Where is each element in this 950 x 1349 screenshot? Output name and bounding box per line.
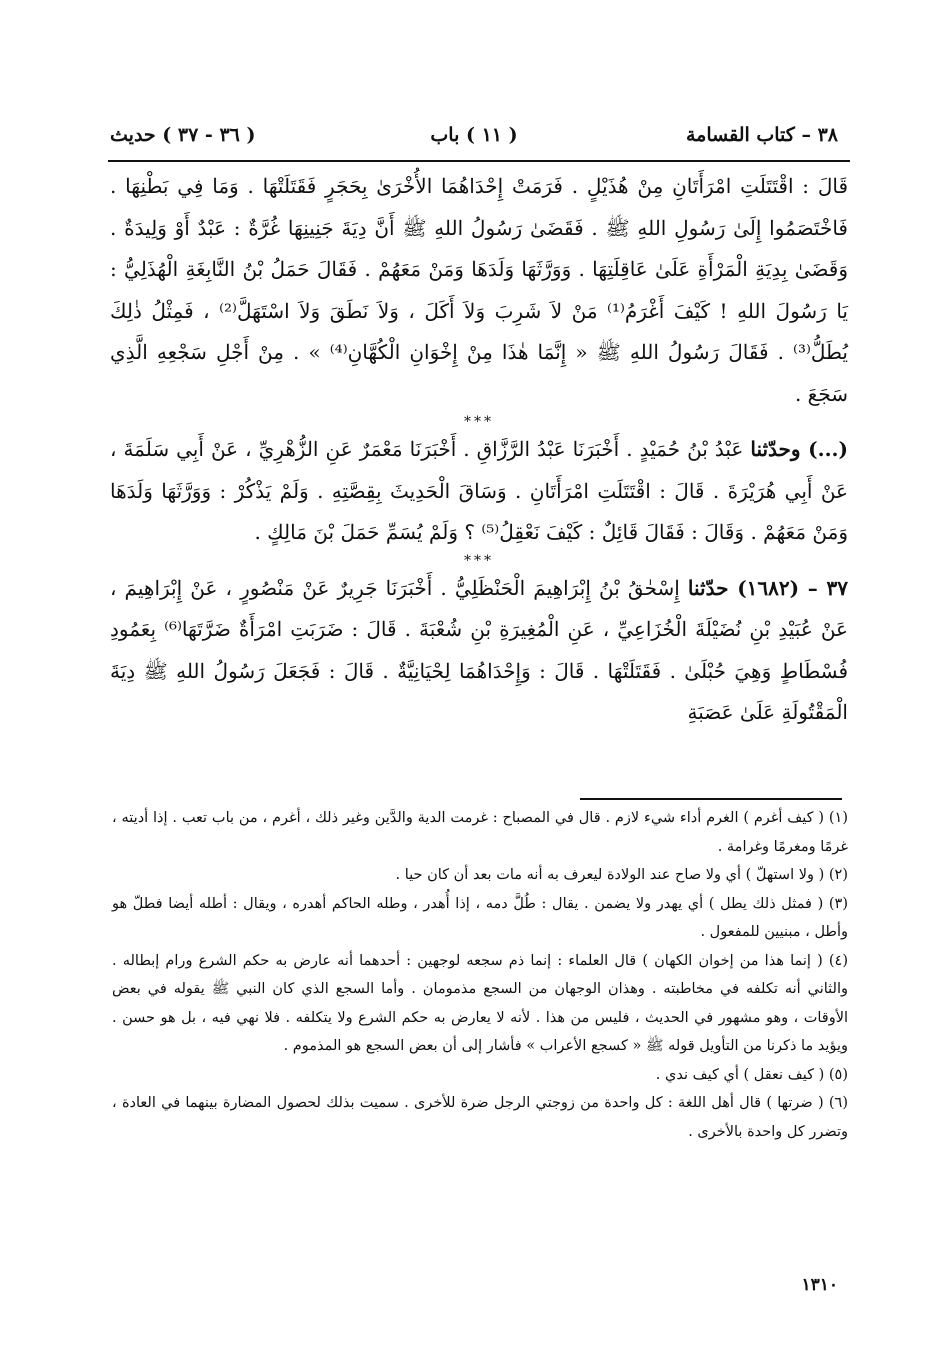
footnote-5: (٥) ( كيف نعقل ) أي كيف ندي . <box>655 1066 848 1083</box>
book-title: ٣٨ – كتاب القسامة <box>685 124 838 146</box>
chapter-label: ( ١١ ) باب <box>430 124 518 146</box>
hadith-paragraph-1: قَالَ : اقْتَتَلَتِ امْرَأَتَانِ مِنْ هُذَيْلٍ . فَرَمَتْ إِحْدَاهُمَا الأُخْرَىٰ بِحَجَرٍ فَقَتَلَتْهَا . وَمَا فِي بَطْنِهَا . فَاخْتَصَمُوا إِلَىٰ رَسُولِ اللهِ ﷺ . فَقَضَىٰ رَسُولُ اللهِ ﷺ أَنَّ دِيَةَ جَنِينِهَا غُرَّةٌ : عَبْدٌ أَوْ وَلِيدَةٌ . وَقَضَىٰ بِدِيَةِ الْمَرْأَةِ عَلَىٰ عَاقِلَتِهَا . وَوَرَّثَهَا وَلَدَهَا وَمَنْ مَعَهُمْ . فَقَالَ حَمَلُ بْنُ النَّابِغَةِ الْهُذَلِيُّ : يَا رَسُولَ اللهِ ! كَيْفَ أَغْرَمُ⁽¹⁾ مَنْ لاَ شَرِبَ وَلاَ أَكَلَ ، وَلاَ نَطَقَ وَلاَ اسْتَهَلَّ⁽²⁾ ، فَمِثْلُ ذٰلِكَ يُطَلُّ⁽³⁾ . فَقَالَ رَسُولُ اللهِ ﷺ « إِنَّمَا هٰذَا مِنْ إِخْوَانِ الْكُهَّانِ⁽⁴⁾ » . مِنْ أَجْلِ سَجْعِهِ الَّذِي سَجَعَ . <box>110 174 848 406</box>
section-separator: *** <box>464 552 494 569</box>
hadith-paragraph-3 <box>110 568 848 734</box>
footnotes <box>112 804 848 1146</box>
narration-lead: (...) وحدّثنا <box>750 437 848 461</box>
narration-lead: حدّثنا <box>687 575 738 600</box>
footnote-divider <box>580 798 842 800</box>
running-header <box>110 124 838 156</box>
main-text <box>110 166 848 734</box>
footnote-2: (٢) ( ولا استهلّ ) أي ولا صاح عند الولادة ليعرف به أنه مات بعد أن كان حيا . <box>395 867 848 883</box>
section-separator: *** <box>464 414 494 430</box>
footnote-3: (٣) ( فمثل ذلك يطل ) أي يهدر ولا يضمن . يقال : طُلَّ دمه ، إذا أُهدر ، وطله الحاكم أهدره ، ويقال : أطله أيضا فطلّ هو وأطل ، مبنيين للمفعول . <box>112 895 848 940</box>
hadith-paragraph-2 <box>110 429 848 554</box>
hadith-paragraph-2-body: عَبْدُ بْنُ حُمَيْدٍ . أَخْبَرَنَا عَبْدُ الرَّزَّاقِ . أَخْبَرَنَا مَعْمَرٌ عَنِ الزُّهْرِيِّ ، عَنْ أَبِي سَلَمَةَ ، عَنْ أَبِي هُرَيْرَةَ . قَالَ : اقْتَتَلَتِ امْرَأَتَانِ . وَسَاقَ الْحَدِيثَ بِقِصَّتِهِ . وَلَمْ يَذْكُرْ : وَوَرَّثَهَا وَلَدَهَا وَمَنْ مَعَهُمْ . وَقَالَ : فَقَالَ قَائِلٌ : كَيْفَ نَعْقِلُ⁽⁵⁾ ؟ وَلَمْ يُسَمِّ حَمَلَ بْنَ مَالِكٍ . <box>110 437 848 544</box>
footnote-1: (١) ( كيف أغرم ) الغرم أداء شيء لازم . قال في المصباح : غرمت الدية والدَّين وغير ذلك ، أغرم ، من باب تعب . إذا أديته ، غرمًا ومغرمًا وغرامة . <box>112 810 848 855</box>
page-number: ١٣١٠ <box>801 1275 838 1295</box>
hadith-paragraph-3-body: إِسْحٰقُ بْنُ إِبْرَاهِيمَ الْحَنْظَلِيُّ . أَخْبَرَنَا جَرِيرٌ عَنْ مَنْصُورٍ ، عَنْ إِبْرَاهِيمَ ، عَنْ عُبَيْدِ بْنِ نُضَيْلَةَ الْخُزَاعِيِّ ، عَنِ الْمُغِيرَةِ بْنِ شُعْبَةَ . قَالَ : ضَرَبَتِ امْرَأَةٌ ضَرَّتَهَا⁽⁶⁾ بِعَمُودِ فُسْطَاطٍ وَهِيَ حُبْلَىٰ . فَقَتَلَتْهَا . قَالَ : وَإِحْدَاهُمَا لِحْيَانِيَّةٌ . قَالَ : فَجَعَلَ رَسُولُ اللهِ ﷺ دِيَةَ الْمَقْتُولَةِ عَلَىٰ عَصَبَةِ <box>110 575 848 724</box>
footnote-6: (٦) ( ضرتها ) قال أهل اللغة : كل واحدة من زوجتي الرجل ضرة للأخرى . سميت بذلك لحصول المضارة بينهما في العادة ، وتضرر كل واحدة بالأخرى . <box>112 1095 848 1140</box>
hadith-number: ٣٧ – (١٦٨٢) <box>737 575 848 600</box>
hadith-range: ( ٣٦ - ٣٧ ) حديث <box>110 124 256 146</box>
footnote-4: (٤) ( إنما هذا من إخوان الكهان ) قال العلماء : إنما ذم سجعه لوجهين : أحدهما أنه عارض به حكم الشرع ورام إبطاله . والثاني أنه تكلفه في مخاطبته . وهذان الوجهان من السجع مذمومان . وأما السجع الذي كان النبي ﷺ يقوله في بعض الأوقات ، وهو مشهور في الحديث ، فليس من هذا . لأنه لا يعارض به حكم الشرع ولا يتكلفه . فلا نهي فيه ، بل هو حسن . ويؤيد ما ذكرنا من التأويل قوله ﷺ « كسجع الأعراب » فأشار إلى أن بعض السجع هو المذموم . <box>112 952 848 1054</box>
header-divider <box>108 160 850 162</box>
